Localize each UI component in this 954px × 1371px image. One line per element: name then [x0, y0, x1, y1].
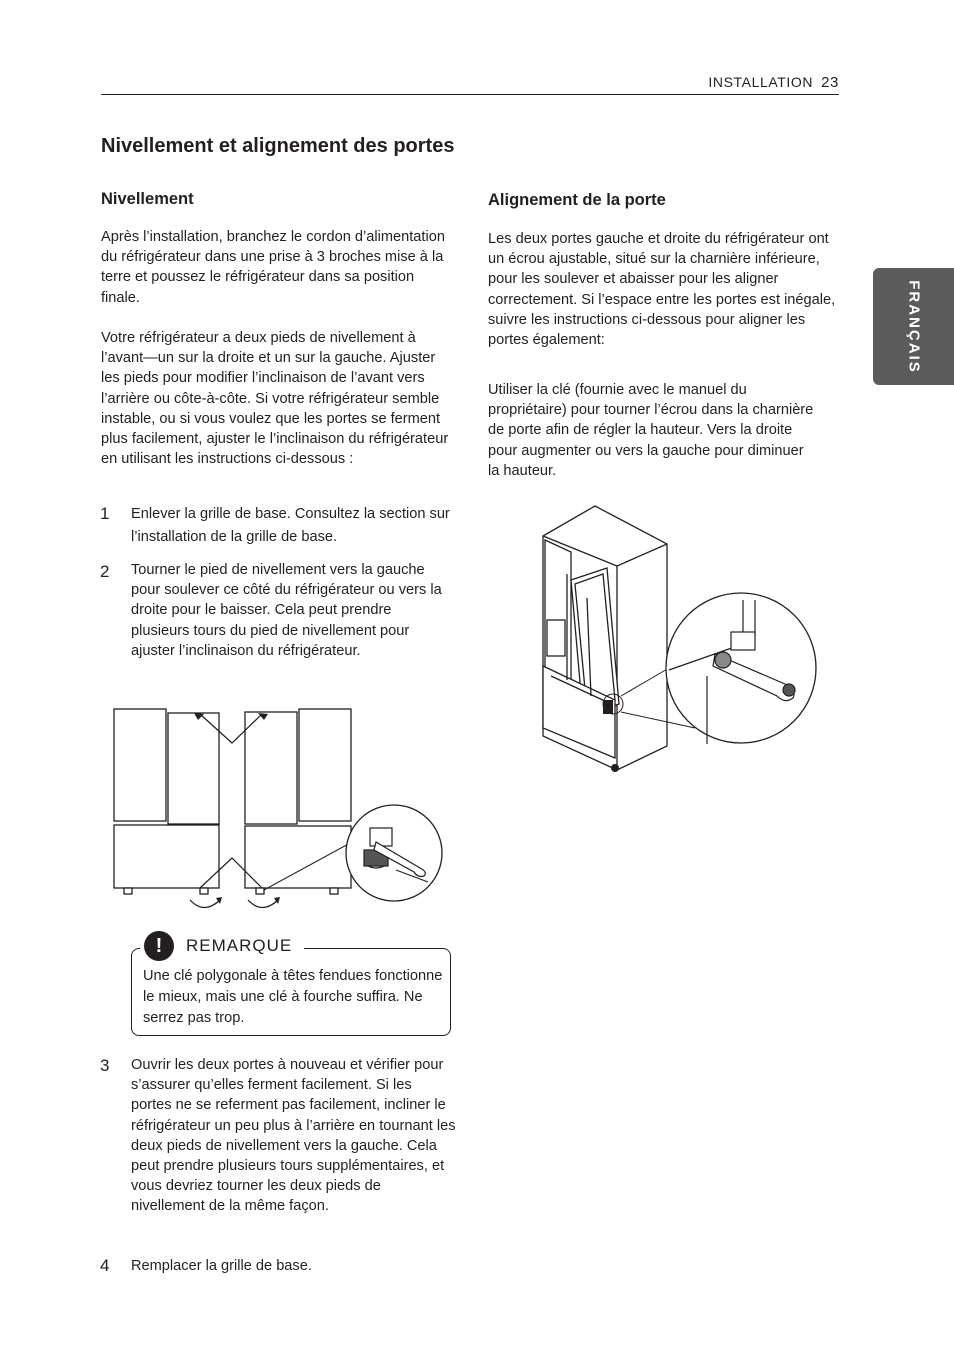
door-alignment-illustration: [535, 500, 820, 775]
language-tab: [873, 268, 954, 385]
leveling-feet-paragraph: Votre réfrigérateur a deux pieds de nivellement à l’avant—un sur la droite et un sur la gauche. Ajuster les pieds pour modifier l’inclinaison de l’avant vers l’arrière ou côte-à-côte. Si votre réfrigérateur semble instable, ou si vous voulez que les portes se ferment plus facilement, ajuster le l’inclinaison du réfrigérateur en utilisant les instructions ci-dessous :: [101, 330, 449, 468]
step-number: 1: [100, 504, 110, 523]
leveling-feet-illustration: [108, 700, 448, 912]
note-title: REMARQUE: [186, 936, 293, 955]
step-number: 4: [100, 1256, 110, 1275]
note-header: [140, 930, 304, 962]
leveling-intro-paragraph: Après l’installation, branchez le cordon d’alimentation du réfrigérateur dans une prise à 3 broches mise à la terre et poussez le réfrigérateur dans sa position finale.: [101, 229, 445, 306]
running-header: [708, 74, 839, 91]
section-heading-leveling: Nivellement: [101, 190, 194, 208]
door-alignment-instructions: Utiliser la clé (fournie avec le manuel du propriétaire) pour tourner l’écrou dans la charnière de porte afin de régler la hauteur. Vers la droite pour augmenter ou vers la gauche pour diminuer la hauteur.: [488, 382, 814, 479]
warning-icon: !: [144, 931, 174, 961]
page-number: 23: [821, 74, 839, 91]
page-title: Nivellement et alignement des portes: [101, 135, 455, 157]
language-tab-label: FRANÇAIS: [905, 279, 922, 374]
step-number: 3: [100, 1056, 110, 1075]
section-heading-door-alignment: Alignement de la porte: [488, 191, 666, 209]
header-divider: [101, 94, 839, 95]
step-text: Enlever la grille de base. Consultez la section sur l’installation de la grille de base.: [131, 506, 450, 545]
section-label: INSTALLATION: [708, 74, 814, 90]
step-text: Ouvrir les deux portes à nouveau et vérifier pour s’assurer qu’elles ferment facilement. Si les portes ne se referment pas facilement, incliner le réfrigérateur un peu plus à l’arrière en tournant les deux pieds de nivellement vers la gauche. Cela peut prendre plusieurs tours supplémentaires, et vous devriez tourner les deux pieds de nivellement de la même façon.: [131, 1057, 456, 1215]
step-text: Tourner le pied de nivellement vers la gauche pour soulever ce côté du réfrigérateur ou vers la droite pour le baisser. Cela peut prendre plusieurs tours du pied de nivellement pour ajuster l’inclinaison du réfrigérateur.: [131, 562, 442, 659]
door-alignment-paragraph: Les deux portes gauche et droite du réfrigérateur ont un écrou ajustable, situé sur la charnière inférieure, pour les soulever et abaisser pour les aligner correctement. Si l’espace entre les portes est inégale, suivre les instructions ci-dessous pour aligner les portes également:: [488, 231, 836, 349]
step-number: 2: [100, 562, 110, 581]
note-text: Une clé polygonale à têtes fendues fonctionne le mieux, mais une clé à fourche suffira. Ne serrez pas trop.: [143, 968, 443, 1026]
step-text: Remplacer la grille de base.: [131, 1258, 312, 1274]
